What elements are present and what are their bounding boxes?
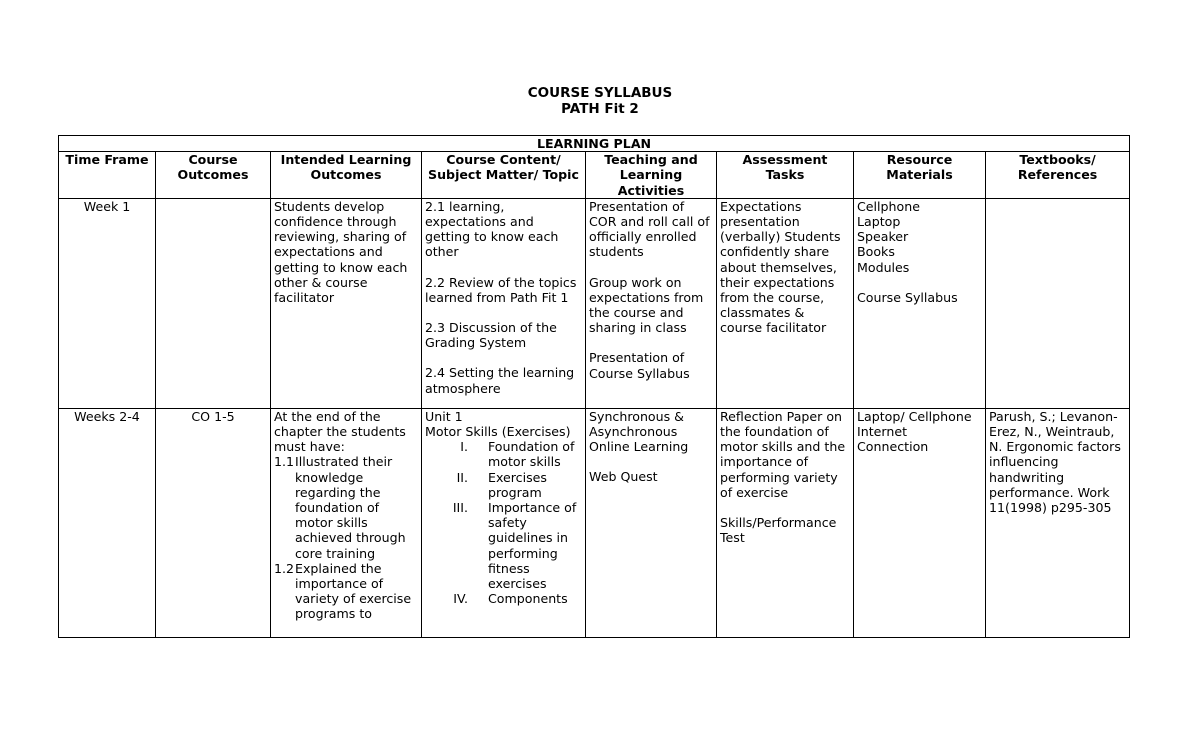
resource-item: Laptop <box>857 214 901 230</box>
assessment-item: Skills/Performance Test <box>720 515 837 546</box>
header-row <box>59 152 1130 199</box>
content-item: 2.1 learning, expectations and getting to know each other <box>425 198 559 260</box>
resource-item: Speaker <box>857 229 909 245</box>
document-title: COURSE SYLLABUS <box>527 85 673 101</box>
course-outcomes-cell <box>156 198 271 408</box>
content-item: 2.4 Setting the learning atmosphere <box>425 365 575 396</box>
ilo-cell: Students develop confidence through reviewing, sharing of expectations and getting to know each other & course facilitator <box>271 198 422 408</box>
resource-item: Modules <box>857 259 910 275</box>
activity-item: Group work on expectations from the course and sharing in class <box>589 274 704 336</box>
col-header-references: Textbooks/ References <box>986 152 1130 199</box>
content-item: 2.2 Review of the topics learned from Path Fit 1 <box>425 274 577 305</box>
ilo-item <box>274 454 418 560</box>
time-frame-cell: Weeks 2-4 <box>59 408 156 637</box>
resources-cell <box>854 198 986 408</box>
content-unit: Unit 1 <box>425 408 463 424</box>
document-subtitle: PATH Fit 2 <box>561 101 639 117</box>
list-text: Exercises program <box>488 469 547 500</box>
course-outcomes-cell: CO 1-5 <box>156 408 271 637</box>
list-text: Foundation of motor skills <box>488 439 575 470</box>
list-item <box>425 591 582 606</box>
resource-item: Course Syllabus <box>857 289 958 305</box>
col-header-course-content: Course Content/ Subject Matter/ Topic <box>422 152 586 199</box>
col-header-resource-materials: Resource Materials <box>854 152 986 199</box>
col-header-time-frame: Time Frame <box>59 152 156 199</box>
activity-item: Web Quest <box>589 469 658 485</box>
assessment-item: Reflection Paper on the foundation of motor skills and the importance of performing variety of exercise <box>720 408 846 500</box>
table-row <box>59 408 1130 637</box>
ilo-cell <box>271 408 422 637</box>
col-header-assessment-tasks: Assessment Tasks <box>717 152 854 199</box>
list-number: III. <box>452 500 468 516</box>
list-text: Importance of safety guidelines in performing fitness exercises <box>488 500 577 592</box>
list-item <box>425 500 582 591</box>
list-text: Components <box>488 591 568 607</box>
ilo-intro: At the end of the chapter the students must have: <box>274 408 406 455</box>
activities-cell <box>586 198 717 408</box>
list-item <box>425 439 582 469</box>
references-cell <box>986 198 1130 408</box>
content-item: 2.3 Discussion of the Grading System <box>425 320 557 351</box>
content-cell <box>422 198 586 408</box>
list-number: IV. <box>453 591 468 607</box>
col-header-intended-learning-outcomes: Intended Learning Outcomes <box>271 152 422 199</box>
time-frame-cell: Week 1 <box>59 198 156 408</box>
col-header-teaching-activities: Teaching and Learning Activities <box>586 152 717 199</box>
ilo-item <box>274 561 418 622</box>
assessment-cell: Expectations presentation (verbally) Students confidently share about themselves, their expectations from the course, classmates & course facilitator <box>717 198 854 408</box>
list-item <box>425 470 582 500</box>
assessment-cell <box>717 408 854 637</box>
ilo-text: Illustrated their knowledge regarding the foundation of motor skills achieved through core training <box>295 454 406 561</box>
resource-item: Cellphone <box>857 198 920 214</box>
activity-item: Presentation of COR and roll call of officially enrolled students <box>589 198 710 260</box>
activity-item: Presentation of Course Syllabus <box>589 350 690 381</box>
references-cell: Parush, S.; Levanon-Erez, N., Weintraub, N. Ergonomic factors influencing handwriting performance. Work 11(1998) p295-305 <box>986 408 1130 637</box>
resource-item: Books <box>857 244 895 260</box>
resources-cell: Laptop/ Cellphone Internet Connection <box>854 408 986 637</box>
activity-item: Synchronous & Asynchronous Online Learning <box>589 408 689 455</box>
list-number: II. <box>456 469 468 485</box>
content-title: Motor Skills (Exercises) <box>425 424 571 440</box>
content-list <box>425 439 582 606</box>
ilo-number: 1.2 <box>274 560 295 576</box>
ilo-text: Explained the importance of variety of exercise programs to <box>295 560 412 622</box>
ilo-number: 1.1 <box>274 454 295 470</box>
learning-plan-table <box>58 135 1130 638</box>
list-number: I. <box>460 439 468 455</box>
activities-cell <box>586 408 717 637</box>
table-row <box>59 198 1130 408</box>
content-cell <box>422 408 586 637</box>
col-header-course-outcomes: Course Outcomes <box>156 152 271 199</box>
learning-plan-heading: LEARNING PLAN <box>59 136 1130 152</box>
